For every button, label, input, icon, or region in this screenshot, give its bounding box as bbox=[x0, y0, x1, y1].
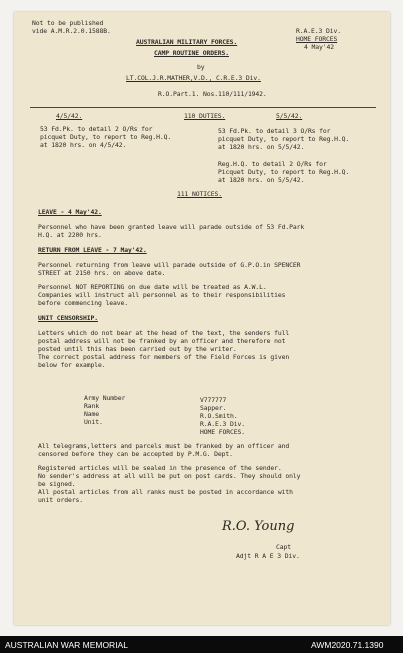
registered-line: be signed. bbox=[38, 480, 76, 488]
return-text-line: Personnel returning from leave will parade outside of G.P.O.in SPENCER bbox=[38, 261, 301, 269]
not-reporting-line: Companies will instruct all personnel as to their responsibilities bbox=[38, 291, 286, 299]
address-label: Army Number bbox=[84, 394, 126, 402]
duty-date-b: 5/5/42. bbox=[276, 112, 303, 120]
address-value: V777777 bbox=[200, 396, 227, 404]
censorship-text-line: The correct postal address for members of the Field Forces is given bbox=[38, 353, 290, 361]
censorship-text-line: below for example. bbox=[38, 361, 106, 369]
date-line: 4 May'42 bbox=[304, 43, 334, 51]
handwritten-signature: R.O. Young bbox=[222, 519, 295, 534]
notices-heading: 111 NOTICES. bbox=[177, 190, 222, 198]
duty-left-line: 53 Fd.Pk. to detail 2 O/Rs for bbox=[40, 125, 153, 133]
divider-1 bbox=[30, 107, 376, 108]
duty-left-line: at 1820 hrs. on 4/5/42. bbox=[40, 141, 127, 149]
duty-right2-line: Reg.H.Q. to detail 2 O/Rs for bbox=[218, 160, 327, 168]
address-label: Unit. bbox=[84, 418, 103, 426]
registered-line: unit orders. bbox=[38, 496, 83, 504]
by-line: by bbox=[197, 63, 205, 71]
duty-right-line: picquet Duty, to report to Reg.H.Q. bbox=[218, 135, 350, 143]
signature-rank: Capt bbox=[276, 543, 291, 551]
address-value: R.A.E.3 Div. bbox=[200, 420, 245, 428]
duty-right2-line: Picquet Duty, to report to Reg.H.Q. bbox=[218, 168, 350, 176]
address-value: R.O.Smith. bbox=[200, 412, 238, 420]
officer-line: LT.COL.J.R.MATHER,V.D., C.R.E.3 Div. bbox=[126, 74, 261, 82]
force-line: HOME FORCES bbox=[296, 35, 338, 43]
address-label: Rank bbox=[84, 402, 99, 410]
duty-right-line: 53 Fd.Pk. to detail 3 O/Rs for bbox=[218, 127, 331, 135]
address-value: HOME FORCES. bbox=[200, 428, 245, 436]
archive-footer-bar bbox=[0, 636, 403, 653]
document-subtitle: CAMP ROUTINE ORDERS. bbox=[154, 49, 229, 57]
censorship-text-line: posted until this has been carried out by the writer. bbox=[38, 345, 237, 353]
duty-right-line: at 1820 hrs. on 5/5/42. bbox=[218, 143, 305, 151]
telegrams-line: All telegrams,letters and parcels must be franked by an officer and bbox=[38, 442, 290, 450]
return-text-line: STREET at 2150 hrs. on above date. bbox=[38, 269, 166, 277]
footer-accession-number: AWM2020.71.1390 bbox=[311, 640, 384, 650]
address-label: Name bbox=[84, 410, 99, 418]
corner-note-line-2: vide A.M.R.2.0.1588B. bbox=[32, 27, 111, 35]
footer-institution: AUSTRALIAN WAR MEMORIAL bbox=[5, 640, 128, 650]
document-title: AUSTRALIAN MILITARY FORCES. bbox=[136, 38, 238, 46]
duty-date-a: 4/5/42. bbox=[56, 112, 83, 120]
return-heading: RETURN FROM LEAVE - 7 May'42. bbox=[38, 246, 147, 254]
duty-right2-line: at 1820 hrs. on 5/5/42. bbox=[218, 176, 305, 184]
corner-note-line-1: Not to be published bbox=[32, 19, 104, 27]
leave-heading: LEAVE - 4 May'42. bbox=[38, 208, 102, 216]
duty-left-line: picquet Duty, to report to Reg.H.Q. bbox=[40, 133, 172, 141]
not-reporting-line: Personnel NOT REPORTING on due date will be treated as A.W.L. bbox=[38, 283, 267, 291]
telegrams-line: censored before they can be accepted by P.M.G. Dept. bbox=[38, 450, 233, 458]
registered-line: All postal articles from all ranks must be posted in accordance with bbox=[38, 488, 293, 496]
document-page bbox=[14, 12, 390, 625]
leave-text-line: H.Q. at 2200 hrs. bbox=[38, 231, 102, 239]
unit-line: R.A.E.3 Div. bbox=[296, 27, 341, 35]
signature-title: Adjt R A E 3 Div. bbox=[236, 552, 300, 560]
censorship-text-line: Letters which do not bear at the head of the text, the senders full bbox=[38, 329, 290, 337]
duties-heading: 110 DUTIES. bbox=[184, 112, 226, 120]
registered-line: Registered articles will be sealed in the presence of the sender. bbox=[38, 464, 282, 472]
address-value: Sapper. bbox=[200, 404, 227, 412]
not-reporting-line: before commencing leave. bbox=[38, 299, 128, 307]
censorship-heading: UNIT CENSORSHIP. bbox=[38, 314, 98, 322]
censorship-text-line: postal address will not be franked by an officer and therefore not bbox=[38, 337, 286, 345]
leave-text-line: Personnel who have been granted leave will parade outside of 53 Fd.Park bbox=[38, 223, 305, 231]
registered-line: No sender's address at all will be put on post cards. They should only bbox=[38, 472, 301, 480]
reference-line: R.O.Part.1. Nos.110/111/1942. bbox=[158, 90, 267, 98]
